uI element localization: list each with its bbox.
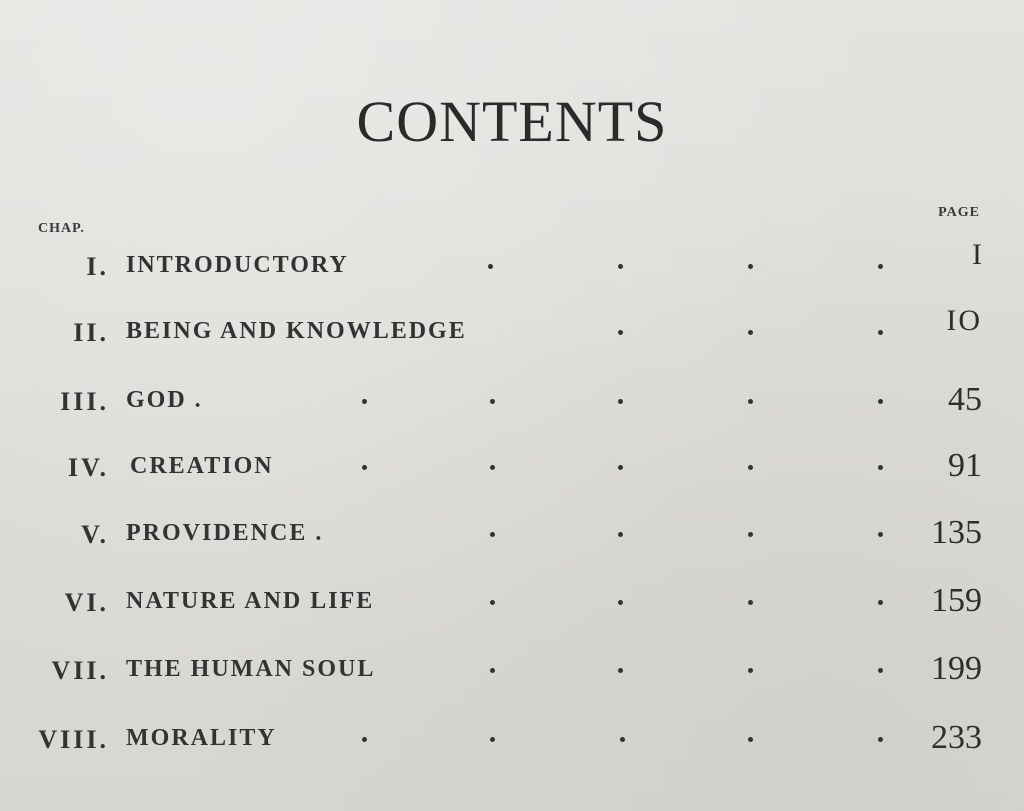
page-number: 135 bbox=[931, 514, 982, 551]
leader-dot bbox=[748, 264, 753, 269]
leader-dot bbox=[618, 668, 623, 673]
chapter-numeral: VIII. bbox=[38, 725, 109, 754]
toc-entry bbox=[0, 447, 1024, 487]
leader-dot bbox=[878, 600, 883, 605]
leader-dot bbox=[620, 737, 625, 742]
leader-dot bbox=[878, 399, 883, 404]
chapter-numeral: I. bbox=[86, 252, 109, 281]
page-column-heading: PAGE bbox=[938, 205, 980, 220]
chapter-title: CREATION bbox=[130, 453, 274, 479]
page-number: 233 bbox=[931, 719, 982, 756]
page-number: I bbox=[972, 238, 982, 271]
toc-entry bbox=[0, 238, 1024, 286]
leader-dot bbox=[878, 532, 883, 537]
leader-dot bbox=[490, 737, 495, 742]
page-number: 45 bbox=[948, 381, 982, 418]
toc-entry bbox=[0, 650, 1024, 690]
chapter-title: BEING AND KNOWLEDGE bbox=[126, 318, 467, 344]
toc-entry bbox=[0, 582, 1024, 622]
page-title: CONTENTS bbox=[356, 89, 668, 154]
leader-dot bbox=[362, 465, 367, 470]
leader-dot bbox=[878, 264, 883, 269]
leader-dot bbox=[490, 399, 495, 404]
leader-dot bbox=[748, 399, 753, 404]
leader-dot bbox=[490, 600, 495, 605]
leader-dot bbox=[748, 600, 753, 605]
chapter-title: NATURE AND LIFE bbox=[126, 588, 375, 614]
toc-entry bbox=[0, 719, 1024, 759]
leader-dot bbox=[490, 532, 495, 537]
chapter-numeral: III. bbox=[60, 387, 109, 416]
chapter-title: PROVIDENCE . bbox=[126, 520, 324, 546]
page-number: 199 bbox=[931, 650, 982, 687]
leader-dot bbox=[362, 399, 367, 404]
leader-dot bbox=[490, 668, 495, 673]
toc-entry bbox=[0, 381, 1024, 421]
page-number: 91 bbox=[948, 447, 982, 484]
chapter-title: MORALITY bbox=[126, 725, 277, 751]
chapter-numeral: VII. bbox=[51, 656, 109, 685]
leader-dot bbox=[748, 668, 753, 673]
leader-dot bbox=[878, 330, 883, 335]
leader-dot bbox=[748, 465, 753, 470]
chapter-column-heading: CHAP. bbox=[38, 221, 85, 236]
page-number: 159 bbox=[931, 582, 982, 619]
leader-dot bbox=[488, 264, 493, 269]
leader-dot bbox=[618, 330, 623, 335]
leader-dot bbox=[878, 465, 883, 470]
leader-dot bbox=[748, 330, 753, 335]
toc-entry bbox=[0, 514, 1024, 554]
leader-dot bbox=[618, 532, 623, 537]
chapter-numeral: II. bbox=[73, 318, 109, 347]
chapter-title: THE HUMAN SOUL bbox=[126, 656, 376, 682]
chapter-title: INTRODUCTORY bbox=[126, 252, 349, 278]
chapter-title: GOD . bbox=[126, 387, 203, 413]
toc-entry bbox=[0, 304, 1024, 352]
chapter-numeral: IV. bbox=[67, 453, 109, 482]
leader-dot bbox=[618, 600, 623, 605]
leader-dot bbox=[878, 668, 883, 673]
leader-dot bbox=[618, 399, 623, 404]
leader-dot bbox=[618, 465, 623, 470]
leader-dot bbox=[748, 737, 753, 742]
leader-dot bbox=[362, 737, 367, 742]
chapter-numeral: VI. bbox=[64, 588, 109, 617]
page-number: IO bbox=[946, 304, 982, 337]
leader-dot bbox=[490, 465, 495, 470]
leader-dot bbox=[878, 737, 883, 742]
chapter-numeral: V. bbox=[81, 520, 109, 549]
leader-dot bbox=[618, 264, 623, 269]
leader-dot bbox=[748, 532, 753, 537]
